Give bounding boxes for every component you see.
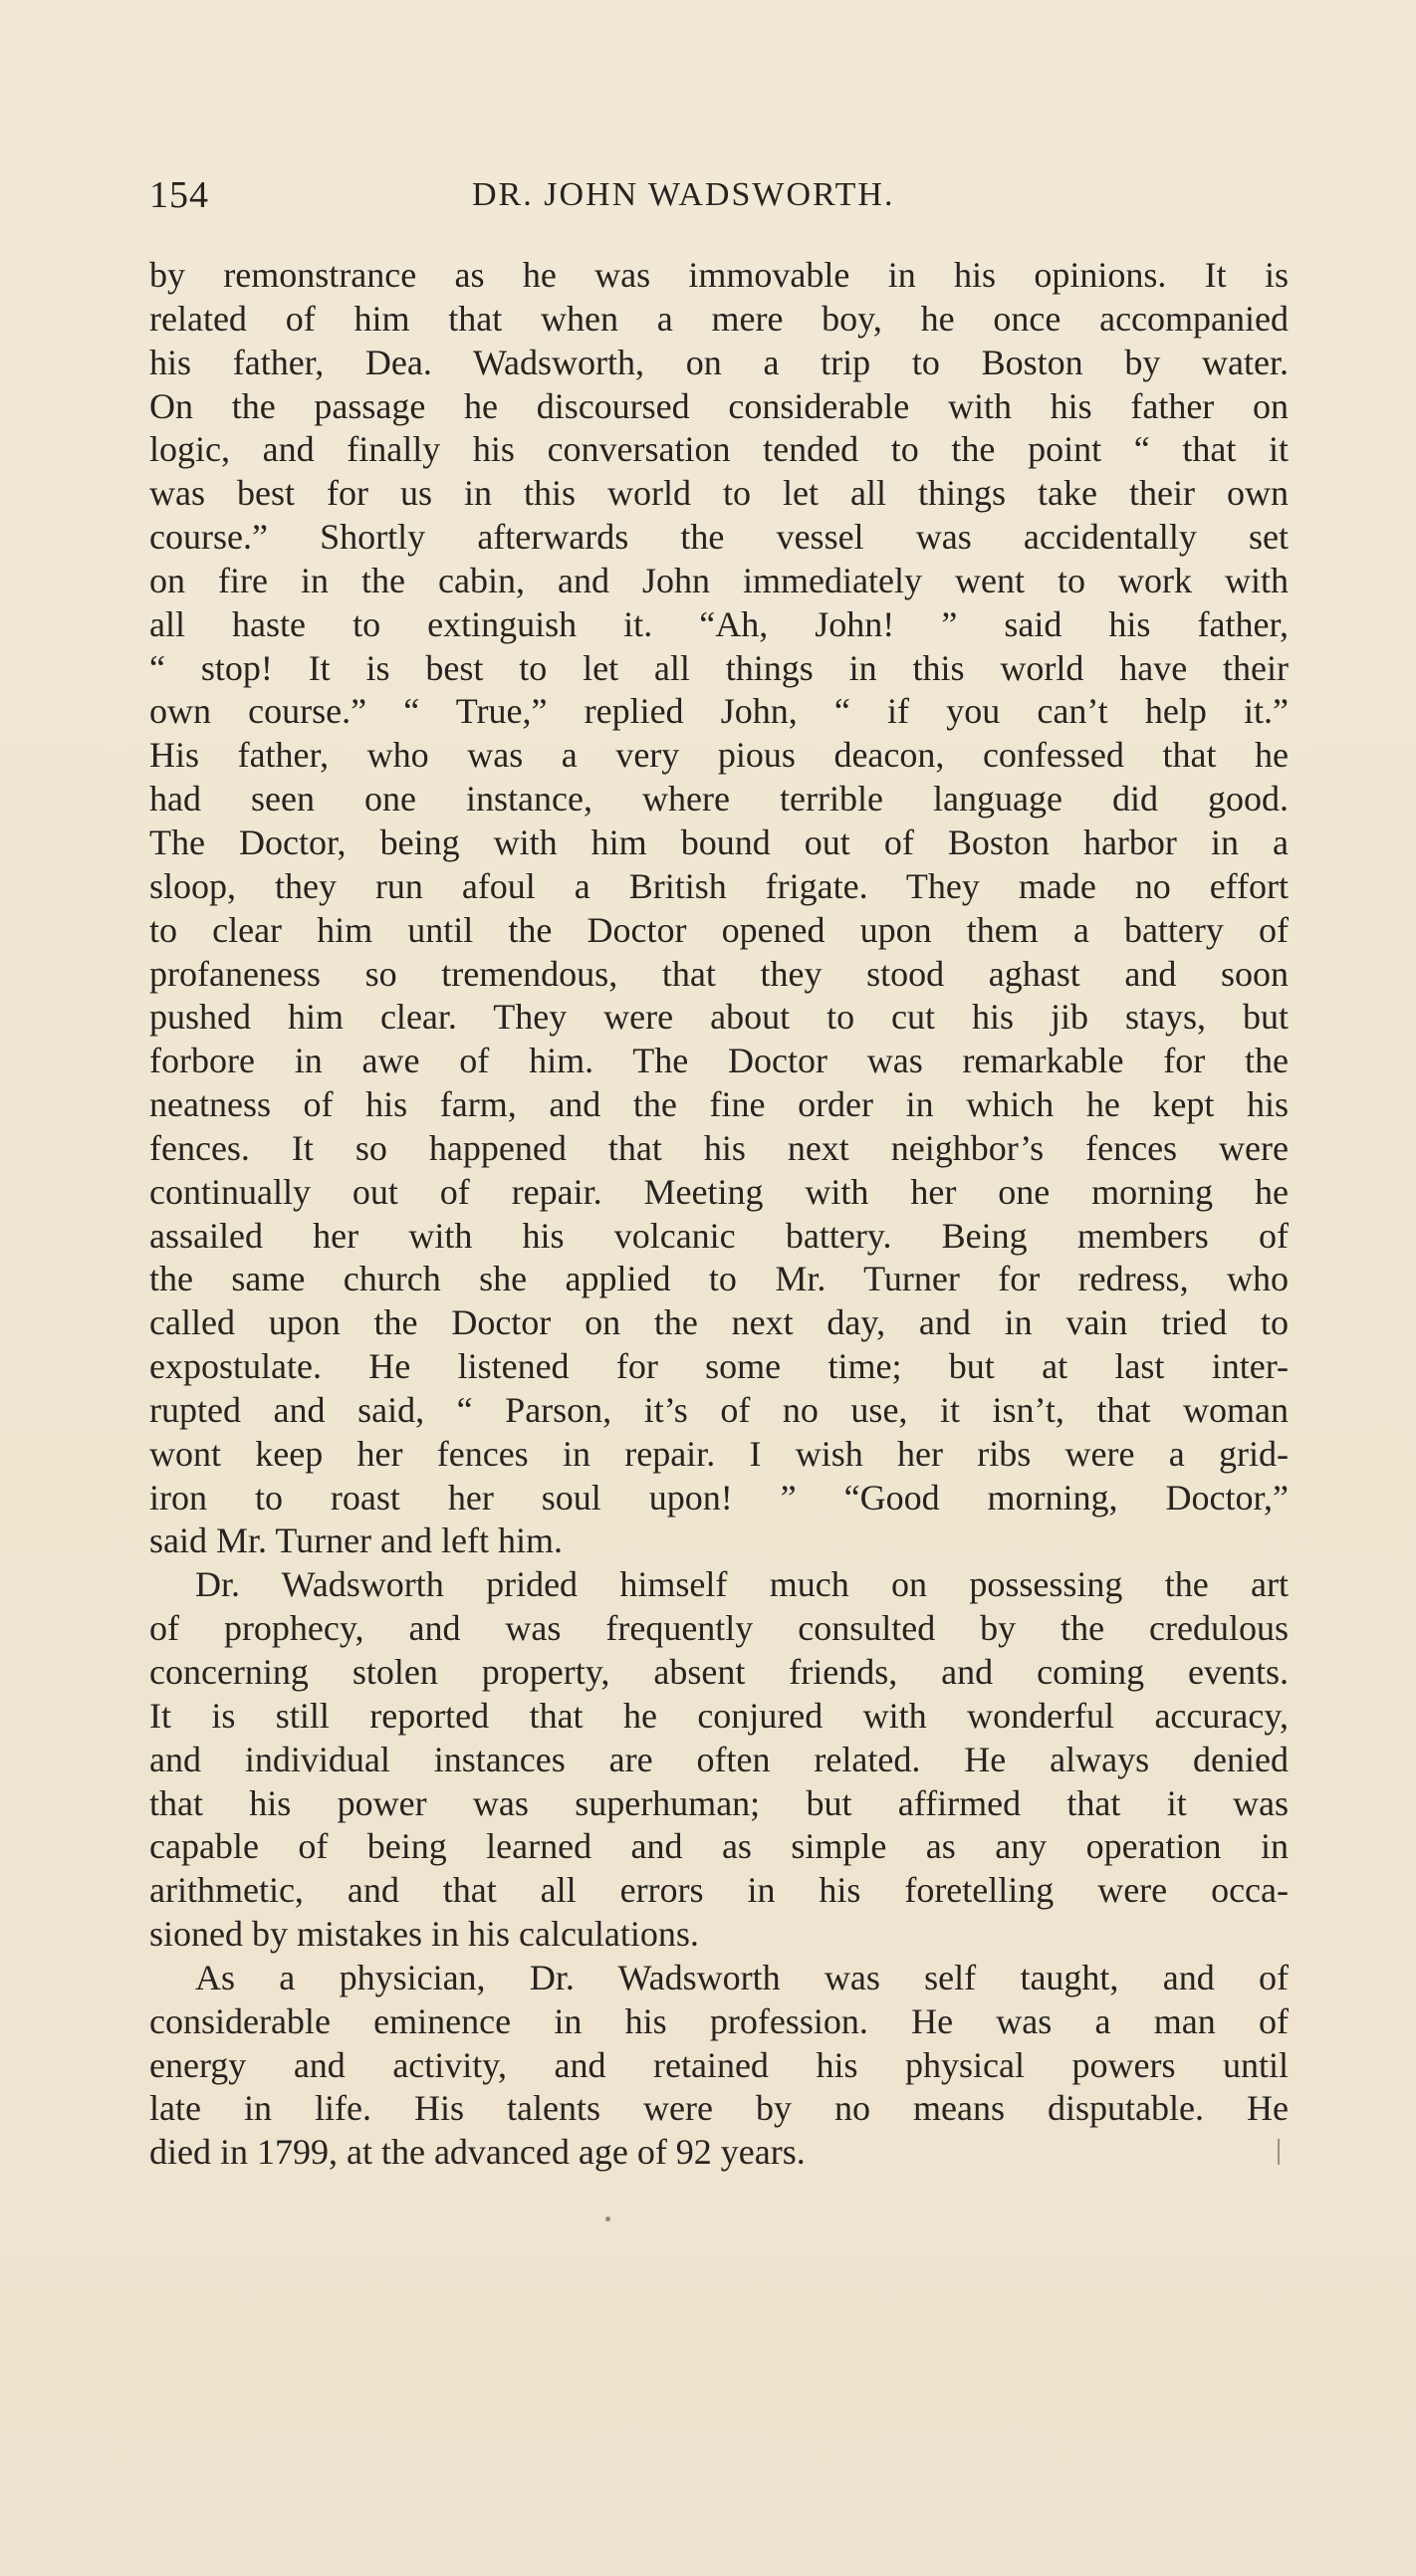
text-line: energy and activity, and retained his physical powers until [149,2044,1289,2085]
text-line: rupted and said, “ Parson, it’s of no use, it isn’t, that woman [149,1389,1289,1430]
text-line: by remonstrance as he was immovable in his opinions. It is [149,255,1289,295]
text-line: wont keep her fences in repair. I wish her ribs were a grid- [149,1433,1289,1474]
text-line: called upon the Doctor on the next day, and in vain tried to [149,1302,1289,1343]
text-line: arithmetic, and that all errors in his foretelling were occa- [149,1870,1289,1911]
text-line: pushed him clear. They were about to cut his jib stays, but [149,997,1289,1038]
running-head: DR. JOHN WADSWORTH. [472,176,895,213]
text-line: logic, and finally his conversation tended to the point “ that it [149,429,1289,470]
text-line: sloop, they run afoul a British frigate. They made no effort [149,865,1289,906]
text-line: of prophecy, and was frequently consulted by the credulous [149,1608,1289,1649]
paragraph-start-line: As a physician, Dr. Wadsworth was self taught, and of [195,1957,1289,1997]
text-line: expostulate. He listened for some time; but at last inter- [149,1346,1289,1387]
text-line: own course.” “ True,” replied John, “ if you can’t help it.” [149,691,1289,732]
text-line: concerning stolen property, absent friends, and coming events. [149,1652,1289,1692]
text-line: was best for us in this world to let all things take their own [149,473,1289,514]
text-line: had seen one instance, where terrible language did good. [149,779,1289,820]
text-line: capable of being learned and as simple as any operation in [149,1826,1289,1867]
text-line: that his power was superhuman; but affirmed that it was [149,1782,1289,1823]
text-line: late in life. His talents were by no means disputable. He [149,2088,1289,2129]
text-line: His father, who was a very pious deacon, confessed that he [149,735,1289,776]
text-line: forbore in awe of him. The Doctor was remarkable for the [149,1041,1289,1081]
text-line: all haste to extinguish it. “Ah, John! ” said his father, [149,603,1289,644]
text-line: It is still reported that he conjured with wonderful accuracy, [149,1695,1289,1736]
text-line: assailed her with his volcanic battery. Being members of [149,1215,1289,1256]
text-line: “ stop! It is best to let all things in this world have their [149,647,1289,688]
text-line: fences. It so happened that his next neighbor’s fences were [149,1127,1289,1168]
paragraph-end-line: said Mr. Turner and left him. [149,1521,563,1561]
text-line: related of him that when a mere boy, he once accompanied [149,298,1289,339]
text-line: continually out of repair. Meeting with her one morning he [149,1171,1289,1212]
text-line: his father, Dea. Wadsworth, on a trip to Boston by water. [149,342,1289,382]
print-mark [1278,2139,1280,2165]
paragraph-end-line: died in 1799, at the advanced age of 92 years. [149,2132,806,2173]
text-line: to clear him until the Doctor opened upon them a battery of [149,909,1289,950]
text-line: profaneness so tremendous, that they stood aghast and soon [149,953,1289,994]
text-line: course.” Shortly afterwards the vessel was accidentally set [149,517,1289,558]
page-number: 154 [149,174,209,216]
paper-speck [605,2217,610,2222]
paragraph-end-line: sioned by mistakes in his calculations. [149,1914,699,1955]
text-line: The Doctor, being with him bound out of Boston harbor in a [149,821,1289,862]
text-line: on fire in the cabin, and John immediately went to work with [149,560,1289,600]
body-text [149,254,1289,2175]
page-header [149,165,1285,225]
text-line: neatness of his farm, and the fine order in which he kept his [149,1084,1289,1125]
text-line: On the passage he discoursed considerable with his father on [149,385,1289,426]
text-line: iron to roast her soul upon! ” “Good morning, Doctor,” [149,1477,1289,1518]
text-line: and individual instances are often related. He always denied [149,1739,1289,1779]
text-line: considerable eminence in his profession. He was a man of [149,2000,1289,2041]
paragraph-start-line: Dr. Wadsworth prided himself much on possessing the art [195,1564,1289,1605]
text-line: the same church she applied to Mr. Turner for redress, who [149,1259,1289,1299]
